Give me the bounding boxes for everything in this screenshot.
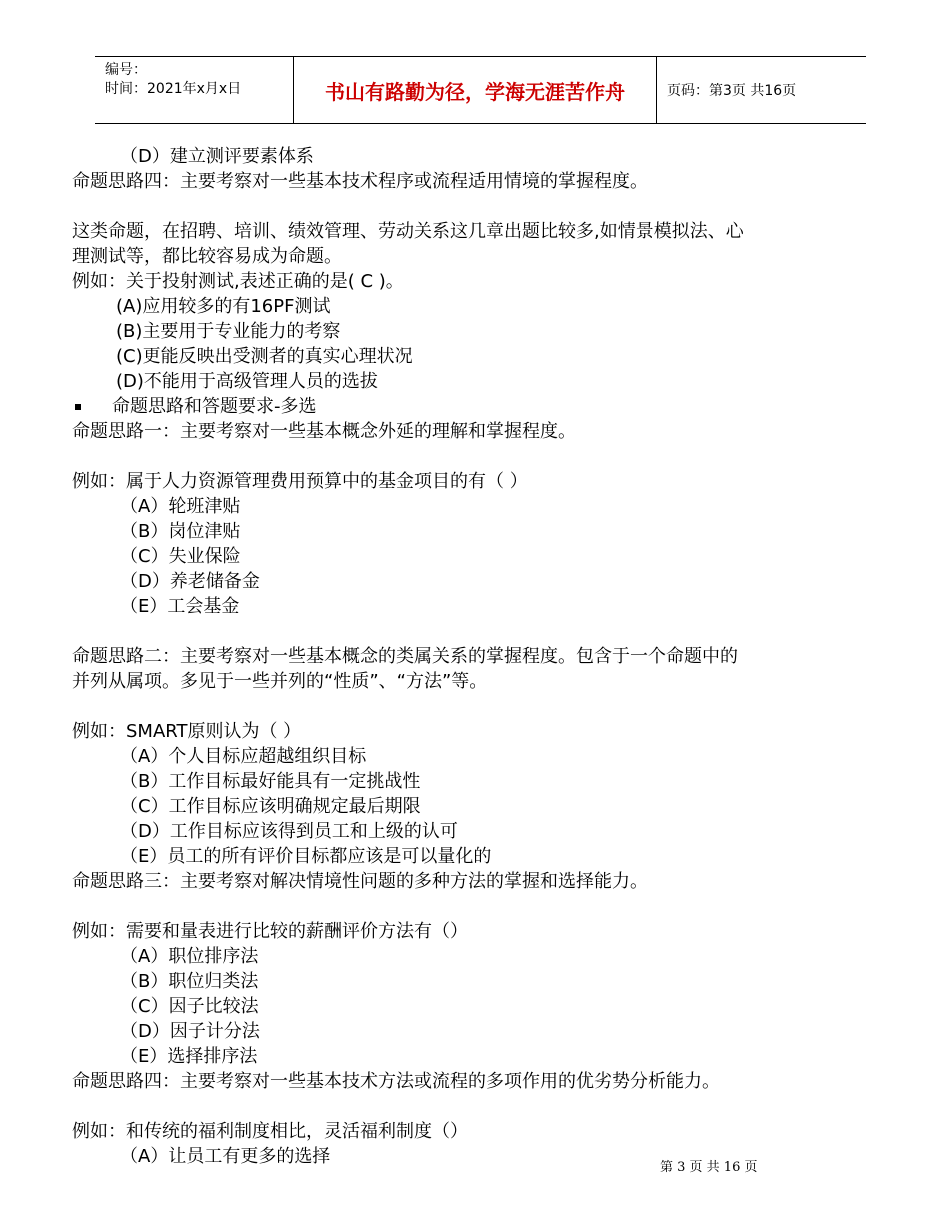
paragraph-line: 命题思路四：主要考察对一些基本技术方法或流程的多项作用的优劣势分析能力。	[72, 1071, 720, 1092]
bullet-heading	[72, 394, 902, 419]
option-line: （E）工会基金	[120, 596, 240, 617]
option-line: （D）工作目标应该得到员工和上级的认可	[120, 821, 458, 842]
option-line: （A）个人目标应超越组织目标	[120, 746, 367, 767]
option-line: (C)更能反映出受测者的真实心理状况	[116, 346, 413, 367]
blank-line	[72, 894, 902, 919]
document-time-label: 时间：2021年x月x日	[105, 81, 242, 97]
paragraph-line: 并列从属项。多见于一些并列的“性质”、“方法”等。	[72, 671, 488, 692]
option-line: （D）因子计分法	[120, 1021, 260, 1042]
option-line: （D）养老储备金	[120, 571, 260, 592]
blank-line	[72, 1094, 902, 1119]
bullet-heading-text: 命题思路和答题要求-多选	[112, 396, 317, 417]
blank-line	[72, 619, 902, 644]
blank-line	[72, 194, 902, 219]
page-footer: 第 3 页 共 16 页	[660, 1160, 758, 1175]
paragraph-line: 命题思路二：主要考察对一些基本概念的类属关系的掌握程度。包含于一个命题中的	[72, 646, 738, 667]
header-motto: 书山有路勤为径，学海无涯苦作舟	[293, 57, 657, 123]
option-line: （B）工作目标最好能具有一定挑战性	[120, 771, 421, 792]
paragraph-line: 例如：SMART原则认为（ ）	[72, 721, 302, 742]
option-line: (A)应用较多的有16PF测试	[116, 296, 331, 317]
paragraph-line: 例如：需要和量表进行比较的薪酬评价方法有（）	[72, 921, 468, 942]
option-line: （C）失业保险	[120, 546, 241, 567]
header-meta	[95, 57, 293, 123]
option-line: （A）轮班津贴	[120, 496, 241, 517]
option-line: （A）让员工有更多的选择	[120, 1146, 331, 1167]
page-header	[95, 56, 866, 124]
paragraph-line: 这类命题，在招聘、培训、绩效管理、劳动关系这几章出题比较多,如情景模拟法、心	[72, 221, 744, 242]
option-line: （C）因子比较法	[120, 996, 259, 1017]
option-line: （B）职位归类法	[120, 971, 259, 992]
option-line: （E）员工的所有评价目标都应该是可以量化的	[120, 846, 492, 867]
paragraph-line: 例如：关于投射测试,表述正确的是( C )。	[72, 271, 404, 292]
option-line: （B）岗位津贴	[120, 521, 241, 542]
option-line: (B)主要用于专业能力的考察	[116, 321, 341, 342]
option-line: （E）选择排序法	[120, 1046, 258, 1067]
option-line: （C）工作目标应该明确规定最后期限	[120, 796, 421, 817]
blank-line	[72, 694, 902, 719]
square-bullet-icon	[75, 404, 81, 410]
document-number-label: 编号：	[105, 62, 147, 78]
paragraph-line: 命题思路三：主要考察对解决情境性问题的多种方法的掌握和选择能力。	[72, 871, 648, 892]
option-line: （A）职位排序法	[120, 946, 259, 967]
header-page-code: 页码：第3页 共16页	[667, 83, 797, 99]
document-body	[72, 144, 902, 1169]
option-line: (D)不能用于高级管理人员的选拔	[116, 371, 378, 392]
option-line: （D）建立测评要素体系	[120, 146, 314, 167]
blank-line	[72, 444, 902, 469]
paragraph-line: 例如：和传统的福利制度相比，灵活福利制度（）	[72, 1121, 468, 1142]
paragraph-line: 命题思路四：主要考察对一些基本技术程序或流程适用情境的掌握程度。	[72, 171, 648, 192]
paragraph-line: 命题思路一：主要考察对一些基本概念外延的理解和掌握程度。	[72, 421, 576, 442]
paragraph-line: 例如：属于人力资源管理费用预算中的基金项目的有（ ）	[72, 471, 528, 492]
paragraph-line: 理测试等，都比较容易成为命题。	[72, 246, 342, 267]
